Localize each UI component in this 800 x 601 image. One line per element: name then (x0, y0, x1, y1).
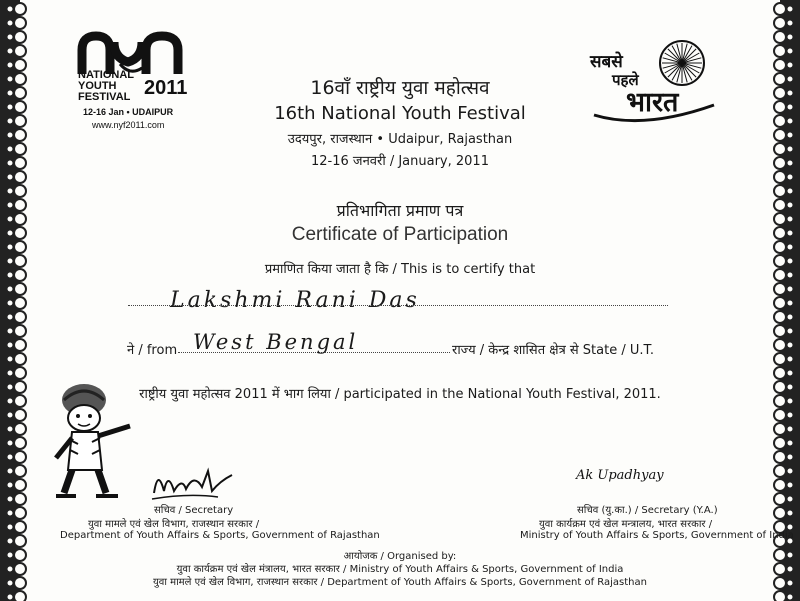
title-english: 16th National Youth Festival (274, 103, 526, 124)
certificate-title-hindi: प्रतिभागिता प्रमाण पत्र (336, 201, 464, 220)
nyf-logo-year: 2011 (144, 77, 188, 99)
participant-name: Lakshmi Rani Das (170, 288, 420, 313)
state-value: West Bengal (193, 330, 359, 354)
brand-text-3: भारत (626, 87, 679, 118)
right-secretary-title: सचिव (यु.का.) / Secretary (Y.A.) (577, 505, 718, 516)
left-secretary-dept-english: Department of Youth Affairs & Sports, Government of Rajasthan (60, 530, 380, 541)
title-hindi: 16वाँ राष्ट्रीय युवा महोत्सव (310, 77, 490, 99)
svg-text:Ak Upadhyay: Ak Upadhyay (576, 468, 664, 483)
venue-text: उदयपुर, राजस्थान • Udaipur, Rajasthan (287, 132, 513, 147)
right-signature (572, 455, 682, 495)
tiger-mascot-icon (42, 378, 142, 503)
organiser-ministry: युवा कार्यक्रम एवं खेल मंत्रालय, भारत सरकार / Ministry of Youth Affairs & Sports, Government of India (176, 564, 624, 575)
left-signature (148, 463, 238, 503)
certify-text: प्रमाणित किया जाता है कि / This is to certify that (264, 262, 536, 277)
left-secretary-title: सचिव / Secretary (154, 505, 234, 516)
brand-text-2: पहले (612, 71, 639, 89)
right-secretary-ministry-english: Ministry of Youth Affairs & Sports, Government of India (520, 530, 794, 541)
festival-dates: 12-16 जनवरी / January, 2011 (311, 154, 489, 169)
right-secretary-ministry-hindi: युवा कार्यक्रम एवं खेल मन्त्रालय, भारत सरकार / (539, 519, 713, 530)
left-secretary-dept-hindi: युवा मामले एवं खेल विभाग, राजस्थान सरकार / (88, 519, 260, 530)
from-label: ने / from (127, 343, 178, 358)
nyf-logo-website: www.nyf2011.com (92, 120, 165, 130)
organiser-department: युवा मामले एवं खेल विभाग, राजस्थान सरकार / Department of Youth Affairs & Sports, Government of Rajasthan (152, 577, 647, 588)
participation-statement: राष्ट्रीय युवा महोत्सव 2011 में भाग लिया / participated in the National Youth Festival, 2011. (139, 387, 661, 402)
state-suffix-text: राज्य / केन्द्र शासित क्षेत्र से State / U.T. (452, 343, 655, 358)
name-dotted-line (128, 305, 668, 306)
nyf-logo-dates: 12-16 Jan • UDAIPUR (83, 107, 174, 117)
organised-by-label: आयोजक / Organised by: (343, 551, 457, 562)
nyf-logo-text: NATIONAL YOUTH FESTIVAL (78, 69, 135, 103)
certificate-title-english: Certificate of Participation (291, 224, 509, 245)
brand-text-1: सबसे (590, 52, 623, 72)
